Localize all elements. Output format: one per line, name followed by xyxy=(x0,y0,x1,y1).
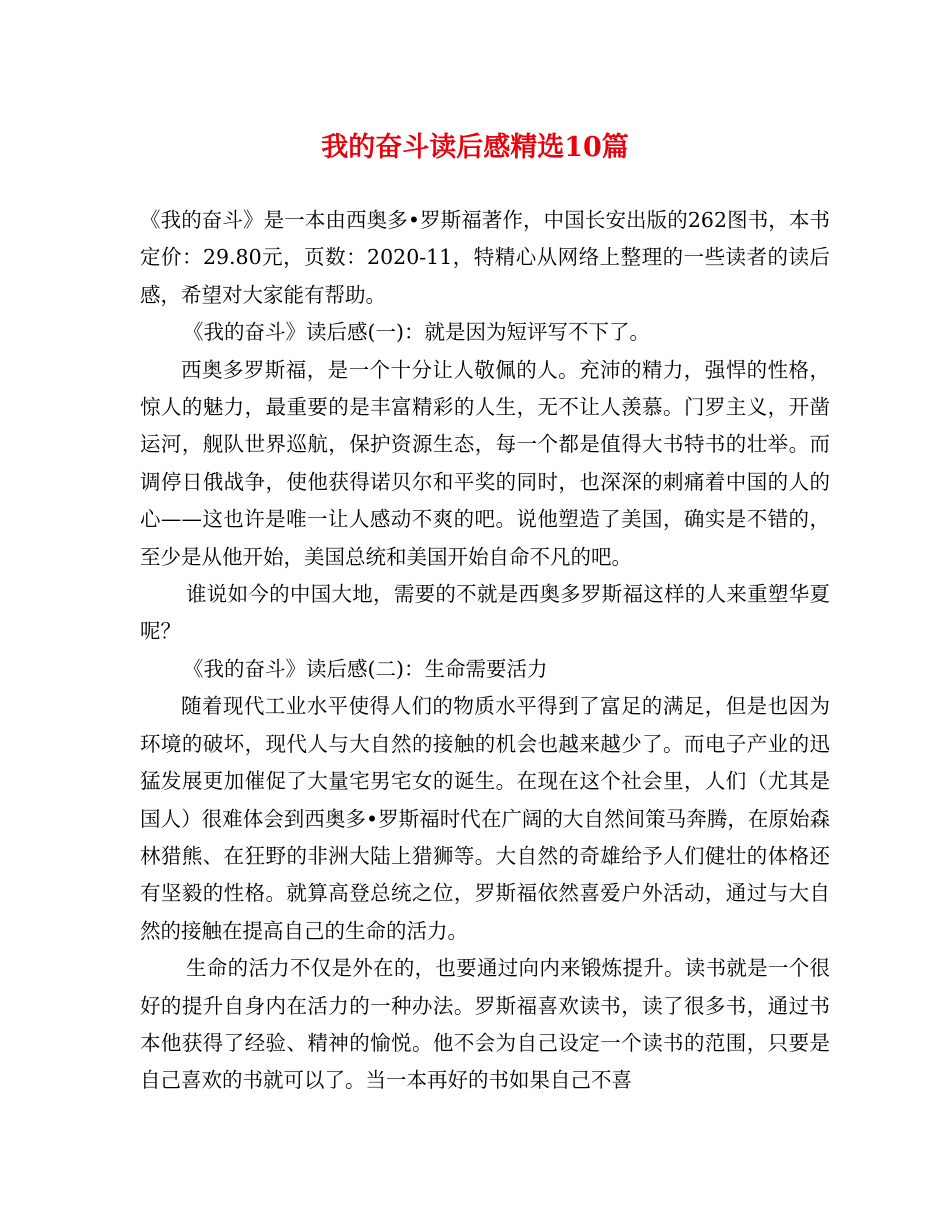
review-1-closing-paragraph: 谁说如今的中国大地，需要的不就是西奥多罗斯福这样的人来重塑华夏呢？ xyxy=(140,582,830,644)
review-1-heading: 《我的奋斗》读后感(一)：就是因为短评写不下了。 xyxy=(183,320,650,345)
document-body xyxy=(140,202,830,1100)
review-2-continued-paragraph: 生命的活力不仅是外在的，也要通过向内来锻炼提升。读书就是一个很好的提升自身内在活力的一种办法。罗斯福喜欢读书，读了很多书，通过书本他获得了经验、精神的愉悦。他不会为自己设定一个读书的范围，只要是自己喜欢的书就可以了。当一本再好的书如果自己不喜 xyxy=(140,956,830,1093)
review-2-paragraph: 随着现代工业水平使得人们的物质水平得到了富足的满足，但是也因为环境的破坏，现代人与大自然的接触的机会也越来越少了。而电子产业的迅猛发展更加催促了大量宅男宅女的诞生。在现在这个社会里，人们（尤其是国人）很难体会到西奥多•罗斯福时代在广阔的大自然间策马奔腾，在原始森林猎熊、在狂野的非洲大陆上猎狮等。大自然的奇雄给予人们健壮的体格还有坚毅的性格。就算高登总统之位，罗斯福依然喜爱户外活动，通过与大自然的接触在提高自己的生命的活力。 xyxy=(140,694,830,943)
review-1-paragraph: 西奥多罗斯福，是一个十分让人敬佩的人。充沛的精力，强悍的性格，惊人的魅力，最重要的是丰富精彩的人生，无不让人羡慕。门罗主义，开凿运河，舰队世界巡航，保护资源生态，每一个都是值得大书特书的壮举。而调停日俄战争，使他获得诺贝尔和平奖的同时，也深深的刺痛着中国的人的心——这也许是唯一让人感动不爽的吧。说他塑造了美国，确实是不错的，至少是从他开始，美国总统和美国开始自命不凡的吧。 xyxy=(140,357,830,569)
intro-paragraph: 《我的奋斗》是一本由西奥多•罗斯福著作，中国长安出版的262图书，本书定价：29.80元，页数：2020-11，特精心从网络上整理的一些读者的读后感，希望对大家能有帮助。 xyxy=(140,208,830,307)
review-2-heading: 《我的奋斗》读后感(二)：生命需要活力 xyxy=(183,656,548,681)
document-title: 我的奋斗读后感精选10篇 xyxy=(321,132,629,163)
